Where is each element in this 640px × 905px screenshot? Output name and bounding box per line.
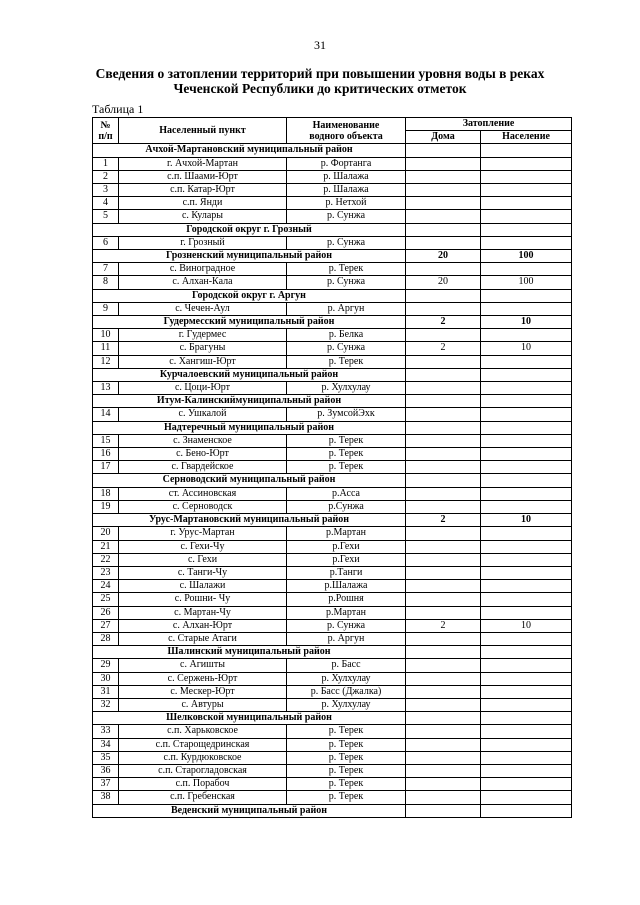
cell-population — [481, 553, 572, 566]
cell-settlement: с. Мескер-Юрт — [119, 685, 287, 698]
cell-water-body: р. Басс (Джалка) — [287, 685, 406, 698]
section-row — [93, 289, 572, 302]
cell-population: 100 — [481, 276, 572, 289]
cell-water-body: р. Хулхулау — [287, 672, 406, 685]
cell-houses — [406, 197, 481, 210]
table-row — [93, 329, 572, 342]
section-row — [93, 421, 572, 434]
header-water-line-2: водного объекта — [309, 130, 383, 142]
cell-number: 34 — [93, 738, 119, 751]
cell-water-body: р. Терек — [287, 764, 406, 777]
cell-population — [481, 738, 572, 751]
cell-population: 10 — [481, 514, 572, 527]
cell-number: 32 — [93, 698, 119, 711]
cell-settlement: г. Грозный — [119, 236, 287, 249]
cell-number: 23 — [93, 566, 119, 579]
cell-number: 35 — [93, 751, 119, 764]
cell-water-body: р.Рошня — [287, 593, 406, 606]
table-row — [93, 751, 572, 764]
cell-number: 21 — [93, 540, 119, 553]
cell-houses — [406, 764, 481, 777]
cell-water-body: р.Гехи — [287, 540, 406, 553]
table-row — [93, 342, 572, 355]
cell-number: 8 — [93, 276, 119, 289]
cell-number: 11 — [93, 342, 119, 355]
cell-settlement: с. Кулары — [119, 210, 287, 223]
table-row — [93, 236, 572, 249]
cell-water-body: р.Танги — [287, 566, 406, 579]
cell-water-body: р.Асса — [287, 487, 406, 500]
section-name: Надтеречный муниципальный район — [93, 421, 406, 434]
table-row — [93, 566, 572, 579]
cell-population — [481, 382, 572, 395]
cell-water-body: р. Сунжа — [287, 619, 406, 632]
cell-houses — [406, 236, 481, 249]
cell-number: 3 — [93, 184, 119, 197]
cell-number: 25 — [93, 593, 119, 606]
cell-settlement: с. Знаменское — [119, 434, 287, 447]
document-title — [40, 66, 600, 96]
cell-houses: 2 — [406, 514, 481, 527]
cell-population — [481, 791, 572, 804]
cell-water-body: р.Мартан — [287, 527, 406, 540]
cell-water-body: р. Аргун — [287, 632, 406, 645]
table-row — [93, 672, 572, 685]
cell-population — [481, 487, 572, 500]
table-row — [93, 540, 572, 553]
table-row — [93, 580, 572, 593]
cell-houses — [406, 408, 481, 421]
cell-water-body: р. Шалажа — [287, 184, 406, 197]
cell-water-body: р. ЗумсойЭхк — [287, 408, 406, 421]
cell-number: 20 — [93, 527, 119, 540]
cell-houses — [406, 566, 481, 579]
cell-population — [481, 659, 572, 672]
section-row — [93, 712, 572, 725]
table-row — [93, 355, 572, 368]
cell-houses — [406, 593, 481, 606]
cell-settlement: с.п. Харьковское — [119, 725, 287, 738]
cell-population — [481, 144, 572, 157]
cell-houses — [406, 223, 481, 236]
cell-water-body: р. Терек — [287, 355, 406, 368]
section-name: Городской округ г. Аргун — [93, 289, 406, 302]
cell-population — [481, 751, 572, 764]
cell-population — [481, 527, 572, 540]
cell-houses — [406, 580, 481, 593]
cell-water-body: р. Сунжа — [287, 342, 406, 355]
cell-houses — [406, 421, 481, 434]
cell-settlement: с. Старые Атаги — [119, 632, 287, 645]
cell-number: 29 — [93, 659, 119, 672]
cell-houses — [406, 289, 481, 302]
cell-population — [481, 778, 572, 791]
cell-population: 100 — [481, 250, 572, 263]
cell-houses: 2 — [406, 342, 481, 355]
cell-number: 22 — [93, 553, 119, 566]
table-row — [93, 593, 572, 606]
cell-houses — [406, 646, 481, 659]
cell-population — [481, 461, 572, 474]
cell-population — [481, 712, 572, 725]
cell-population — [481, 566, 572, 579]
section-name: Веденский муниципальный район — [93, 804, 406, 817]
cell-houses — [406, 791, 481, 804]
cell-number: 9 — [93, 302, 119, 315]
cell-houses — [406, 302, 481, 315]
cell-houses: 20 — [406, 276, 481, 289]
title-line-2: Чеченской Республики до критических отметок — [173, 81, 467, 96]
cell-settlement: с. Ушкалой — [119, 408, 287, 421]
cell-houses — [406, 804, 481, 817]
cell-settlement: с. Агишты — [119, 659, 287, 672]
cell-settlement: с. Гвардейское — [119, 461, 287, 474]
cell-number: 18 — [93, 487, 119, 500]
cell-number: 5 — [93, 210, 119, 223]
cell-houses: 2 — [406, 316, 481, 329]
table-row — [93, 448, 572, 461]
header-water-body — [287, 118, 406, 144]
table-row — [93, 276, 572, 289]
table-row — [93, 263, 572, 276]
cell-houses — [406, 659, 481, 672]
section-name: Шелковской муниципальный район — [93, 712, 406, 725]
cell-houses — [406, 448, 481, 461]
cell-number: 6 — [93, 236, 119, 249]
cell-houses — [406, 382, 481, 395]
cell-number: 14 — [93, 408, 119, 421]
table-row — [93, 170, 572, 183]
cell-settlement: с. Сержень-Юрт — [119, 672, 287, 685]
cell-houses — [406, 527, 481, 540]
header-flooding: Затопление — [406, 118, 572, 131]
cell-settlement: ст. Ассиновская — [119, 487, 287, 500]
cell-number: 33 — [93, 725, 119, 738]
cell-number: 4 — [93, 197, 119, 210]
cell-population — [481, 421, 572, 434]
cell-settlement: с. Алхан-Кала — [119, 276, 287, 289]
cell-population — [481, 448, 572, 461]
cell-water-body: р. Терек — [287, 263, 406, 276]
section-name: Гудермесский муниципальный район — [93, 316, 406, 329]
cell-settlement: с.п. Янди — [119, 197, 287, 210]
cell-population — [481, 685, 572, 698]
cell-population — [481, 263, 572, 276]
header-number — [93, 118, 119, 144]
cell-number: 36 — [93, 764, 119, 777]
table-row — [93, 685, 572, 698]
cell-population: 10 — [481, 342, 572, 355]
cell-houses — [406, 778, 481, 791]
cell-water-body: р. Белка — [287, 329, 406, 342]
cell-population — [481, 329, 572, 342]
table-row — [93, 553, 572, 566]
cell-settlement: с. Брагуны — [119, 342, 287, 355]
cell-water-body: р.Мартан — [287, 606, 406, 619]
cell-number: 27 — [93, 619, 119, 632]
cell-houses — [406, 698, 481, 711]
cell-population: 10 — [481, 619, 572, 632]
table-row — [93, 606, 572, 619]
cell-settlement: с. Автуры — [119, 698, 287, 711]
cell-houses — [406, 474, 481, 487]
cell-number: 12 — [93, 355, 119, 368]
section-row — [93, 474, 572, 487]
cell-settlement: с. Танги-Чу — [119, 566, 287, 579]
cell-settlement: с. Бено-Юрт — [119, 448, 287, 461]
cell-number: 16 — [93, 448, 119, 461]
cell-water-body: р. Сунжа — [287, 210, 406, 223]
cell-population — [481, 764, 572, 777]
cell-number: 13 — [93, 382, 119, 395]
cell-population — [481, 355, 572, 368]
cell-houses — [406, 540, 481, 553]
cell-population — [481, 408, 572, 421]
cell-water-body: р. Басс — [287, 659, 406, 672]
cell-population — [481, 725, 572, 738]
cell-settlement: с. Шалажи — [119, 580, 287, 593]
section-name: Итум-Калинскиймуниципальный район — [93, 395, 406, 408]
section-name: Шалинский муниципальный район — [93, 646, 406, 659]
cell-population — [481, 223, 572, 236]
table-row — [93, 500, 572, 513]
cell-population — [481, 646, 572, 659]
cell-settlement: г. Гудермес — [119, 329, 287, 342]
section-row — [93, 316, 572, 329]
cell-settlement: с. Хангиш-Юрт — [119, 355, 287, 368]
cell-water-body: р.Шалажа — [287, 580, 406, 593]
table-row — [93, 791, 572, 804]
cell-water-body: р.Сунжа — [287, 500, 406, 513]
cell-settlement: г. Урус-Мартан — [119, 527, 287, 540]
table-row — [93, 698, 572, 711]
cell-water-body: р. Терек — [287, 738, 406, 751]
cell-settlement: с. Алхан-Юрт — [119, 619, 287, 632]
cell-number: 30 — [93, 672, 119, 685]
cell-water-body: р. Терек — [287, 791, 406, 804]
cell-number: 17 — [93, 461, 119, 474]
cell-population — [481, 632, 572, 645]
cell-settlement: с.п. Шаами-Юрт — [119, 170, 287, 183]
cell-population — [481, 580, 572, 593]
cell-houses — [406, 632, 481, 645]
cell-houses — [406, 751, 481, 764]
cell-population — [481, 500, 572, 513]
header-settlement: Населенный пункт — [119, 118, 287, 144]
cell-water-body: р. Терек — [287, 434, 406, 447]
cell-population — [481, 184, 572, 197]
cell-population — [481, 434, 572, 447]
table-row — [93, 157, 572, 170]
cell-number: 10 — [93, 329, 119, 342]
cell-settlement: с. Гехи-Чу — [119, 540, 287, 553]
cell-water-body: р. Сунжа — [287, 276, 406, 289]
section-row — [93, 395, 572, 408]
section-row — [93, 250, 572, 263]
header-houses: Дома — [406, 131, 481, 144]
cell-settlement: с. Рошни- Чу — [119, 593, 287, 606]
cell-water-body: р. Терек — [287, 778, 406, 791]
table-row — [93, 434, 572, 447]
cell-settlement: с.п. Курдюковское — [119, 751, 287, 764]
table-body — [93, 144, 572, 817]
cell-population — [481, 804, 572, 817]
table-row — [93, 302, 572, 315]
cell-population — [481, 289, 572, 302]
table-row — [93, 659, 572, 672]
cell-number: 24 — [93, 580, 119, 593]
header-number-line-2: п/п — [98, 130, 113, 142]
cell-water-body: р. Терек — [287, 448, 406, 461]
cell-houses — [406, 434, 481, 447]
cell-number: 38 — [93, 791, 119, 804]
cell-number: 1 — [93, 157, 119, 170]
cell-water-body: р. Терек — [287, 751, 406, 764]
cell-population — [481, 210, 572, 223]
cell-houses — [406, 170, 481, 183]
table-row — [93, 487, 572, 500]
cell-houses — [406, 184, 481, 197]
cell-settlement: с.п. Старощедринская — [119, 738, 287, 751]
cell-population — [481, 197, 572, 210]
cell-population — [481, 395, 572, 408]
cell-settlement: с. Чечен-Аул — [119, 302, 287, 315]
table-row — [93, 408, 572, 421]
cell-settlement: с.п. Порабоч — [119, 778, 287, 791]
cell-water-body: р.Гехи — [287, 553, 406, 566]
cell-houses — [406, 263, 481, 276]
cell-houses — [406, 500, 481, 513]
cell-water-body: р. Сунжа — [287, 236, 406, 249]
table-row — [93, 197, 572, 210]
cell-water-body: р. Нетхой — [287, 197, 406, 210]
title-line-1: Сведения о затоплении территорий при повышении уровня воды в реках — [95, 66, 545, 81]
cell-houses — [406, 725, 481, 738]
cell-population: 10 — [481, 316, 572, 329]
cell-houses — [406, 738, 481, 751]
section-row — [93, 646, 572, 659]
cell-population — [481, 236, 572, 249]
cell-houses — [406, 355, 481, 368]
cell-houses — [406, 487, 481, 500]
table-row — [93, 619, 572, 632]
table-row — [93, 764, 572, 777]
cell-houses: 20 — [406, 250, 481, 263]
section-name: Грозненский муниципальный район — [93, 250, 406, 263]
cell-houses — [406, 606, 481, 619]
cell-settlement: с.п. Старогладовская — [119, 764, 287, 777]
page-number: 31 — [314, 38, 326, 52]
cell-number: 28 — [93, 632, 119, 645]
section-name: Ачхой-Мартановский муниципальный район — [93, 144, 406, 157]
cell-water-body: р. Фортанга — [287, 157, 406, 170]
cell-number: 37 — [93, 778, 119, 791]
cell-number: 19 — [93, 500, 119, 513]
section-name: Курчалоевский муниципальный район — [93, 368, 406, 381]
table-row — [93, 778, 572, 791]
cell-settlement: с. Мартан-Чу — [119, 606, 287, 619]
header-population: Население — [481, 131, 572, 144]
table-row — [93, 461, 572, 474]
cell-population — [481, 474, 572, 487]
table-label: Таблица 1 — [92, 102, 144, 116]
table-row — [93, 725, 572, 738]
table-row — [93, 382, 572, 395]
cell-population — [481, 672, 572, 685]
cell-number: 7 — [93, 263, 119, 276]
cell-houses — [406, 144, 481, 157]
section-row — [93, 223, 572, 236]
section-row — [93, 514, 572, 527]
header-number-line-1: № — [100, 119, 111, 131]
cell-houses — [406, 461, 481, 474]
section-row — [93, 144, 572, 157]
cell-water-body: р. Терек — [287, 461, 406, 474]
cell-houses — [406, 553, 481, 566]
cell-number: 26 — [93, 606, 119, 619]
cell-settlement: г. Ачхой-Мартан — [119, 157, 287, 170]
cell-population — [481, 157, 572, 170]
table-row — [93, 210, 572, 223]
flooding-table — [92, 117, 572, 818]
cell-settlement: с. Серноводск — [119, 500, 287, 513]
cell-population — [481, 540, 572, 553]
cell-houses — [406, 368, 481, 381]
cell-houses — [406, 157, 481, 170]
cell-houses — [406, 210, 481, 223]
cell-number: 2 — [93, 170, 119, 183]
cell-water-body: р. Шалажа — [287, 170, 406, 183]
cell-settlement: с. Гехи — [119, 553, 287, 566]
section-row — [93, 804, 572, 817]
cell-houses — [406, 395, 481, 408]
cell-population — [481, 593, 572, 606]
cell-houses — [406, 685, 481, 698]
cell-water-body: р. Хулхулау — [287, 382, 406, 395]
section-name: Серноводский муниципальный район — [93, 474, 406, 487]
cell-water-body: р. Хулхулау — [287, 698, 406, 711]
cell-population — [481, 170, 572, 183]
section-name: Урус-Мартановский муниципальный район — [93, 514, 406, 527]
table-row — [93, 738, 572, 751]
cell-houses: 2 — [406, 619, 481, 632]
table-row — [93, 527, 572, 540]
cell-houses — [406, 672, 481, 685]
cell-water-body: р. Аргун — [287, 302, 406, 315]
cell-population — [481, 368, 572, 381]
cell-population — [481, 698, 572, 711]
cell-population — [481, 606, 572, 619]
cell-houses — [406, 712, 481, 725]
cell-houses — [406, 329, 481, 342]
table-row — [93, 632, 572, 645]
header-water-line-1: Наименование — [312, 119, 380, 131]
cell-population — [481, 302, 572, 315]
cell-settlement: с. Виноградное — [119, 263, 287, 276]
table-row — [93, 184, 572, 197]
cell-water-body: р. Терек — [287, 725, 406, 738]
cell-settlement: с.п. Катар-Юрт — [119, 184, 287, 197]
cell-number: 15 — [93, 434, 119, 447]
cell-settlement: с.п. Гребенская — [119, 791, 287, 804]
section-row — [93, 368, 572, 381]
section-name: Городской округ г. Грозный — [93, 223, 406, 236]
cell-number: 31 — [93, 685, 119, 698]
cell-settlement: с. Цоци-Юрт — [119, 382, 287, 395]
